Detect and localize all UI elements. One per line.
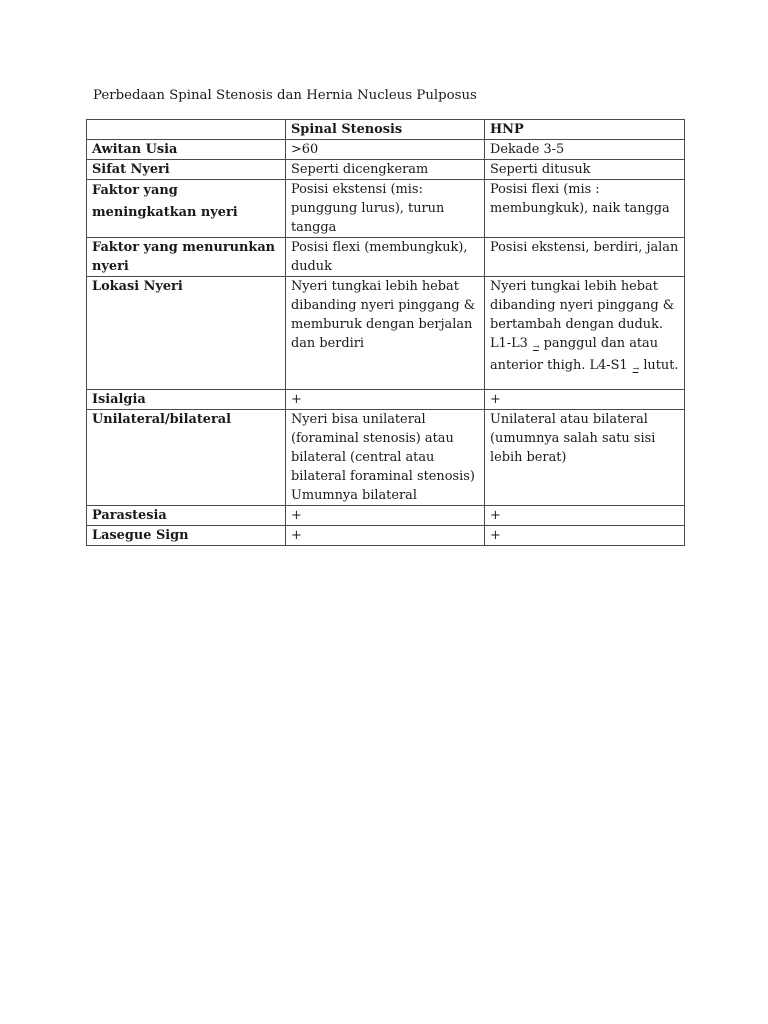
- stenosis-cell: Nyeri tungkai lebih hebat dibanding nyeri pinggang & memburuk dengan berjalan dan berdiri: [286, 277, 485, 390]
- arrow-icon: →: [532, 342, 539, 351]
- row-label: Unilateral/bilateral: [87, 410, 286, 506]
- table-row: [87, 140, 685, 160]
- row-label: Awitan Usia: [87, 140, 286, 160]
- hnp-location-text-3: lutut.: [643, 358, 679, 373]
- comparison-table: [86, 119, 685, 546]
- stenosis-cell: Posisi ekstensi (mis: punggung lurus), turun tangga: [286, 180, 485, 238]
- hnp-cell: Posisi flexi (mis : membungkuk), naik tangga: [485, 180, 685, 238]
- hnp-cell: +: [485, 526, 685, 546]
- hnp-cell: Posisi ekstensi, berdiri, jalan: [485, 238, 685, 277]
- hnp-cell: Dekade 3-5: [485, 140, 685, 160]
- stenosis-cell: >60: [286, 140, 485, 160]
- table-row: [87, 160, 685, 180]
- stenosis-cell: +: [286, 390, 485, 410]
- stenosis-cell: Nyeri bisa unilateral (foraminal stenosis) atau bilateral (central atau bilateral foraminal stenosis) Umumnya bilateral: [286, 410, 485, 506]
- table-row: [87, 238, 685, 277]
- row-label: Faktor yang menurunkan nyeri: [87, 238, 286, 277]
- table-row: [87, 526, 685, 546]
- row-label: Parastesia: [87, 506, 286, 526]
- hnp-cell: +: [485, 506, 685, 526]
- row-label: Lokasi Nyeri: [87, 277, 286, 390]
- table-row: [87, 277, 685, 390]
- table-header-row: [87, 120, 685, 140]
- hnp-location-text-1: Nyeri tungkai lebih hebat dibanding nyeri pinggang & bertambah dengan duduk. L1-L3: [490, 279, 675, 351]
- header-cell-empty: [87, 120, 286, 140]
- stenosis-cell: Seperti dicengkeram: [286, 160, 485, 180]
- arrow-icon: →: [632, 364, 639, 373]
- table-row: [87, 180, 685, 238]
- document-title: Perbedaan Spinal Stenosis dan Hernia Nucleus Pulposus: [93, 88, 477, 103]
- table-row: [87, 506, 685, 526]
- header-hnp: HNP: [485, 120, 685, 140]
- row-label: Lasegue Sign: [87, 526, 286, 546]
- header-spinal-stenosis: Spinal Stenosis: [286, 120, 485, 140]
- stenosis-cell: Posisi flexi (membungkuk), duduk: [286, 238, 485, 277]
- row-label: Isialgia: [87, 390, 286, 410]
- stenosis-cell: +: [286, 526, 485, 546]
- row-label: Faktor yang meningkatkan nyeri: [87, 180, 286, 238]
- hnp-cell: Unilateral atau bilateral (umumnya salah satu sisi lebih berat): [485, 410, 685, 506]
- hnp-cell: +: [485, 390, 685, 410]
- row-label: Sifat Nyeri: [87, 160, 286, 180]
- hnp-cell: [485, 277, 685, 390]
- table-row: [87, 410, 685, 506]
- stenosis-cell: +: [286, 506, 485, 526]
- hnp-cell: Seperti ditusuk: [485, 160, 685, 180]
- hnp-location-text-2: panggul dan atau anterior thigh. L4-S1: [490, 336, 659, 373]
- table-row: [87, 390, 685, 410]
